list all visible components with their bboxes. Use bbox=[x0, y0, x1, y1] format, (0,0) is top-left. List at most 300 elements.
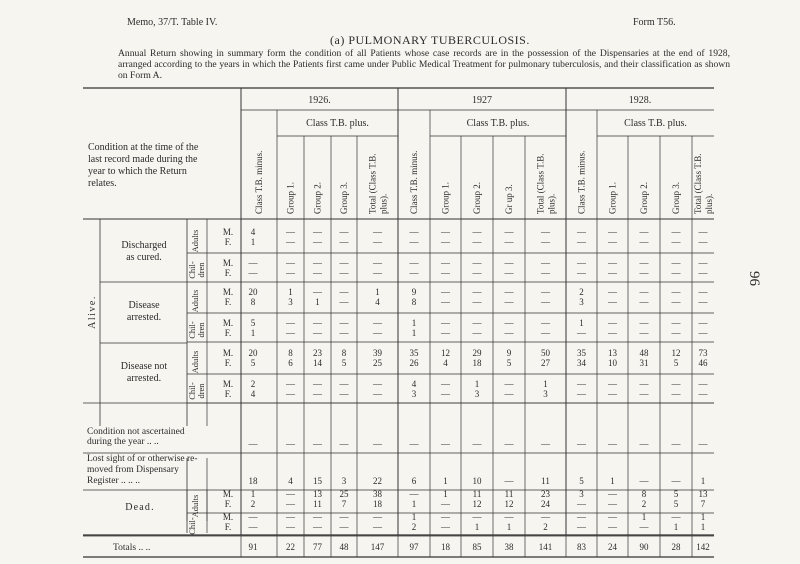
cell-value: 38 bbox=[373, 489, 382, 499]
cell-value: 31 bbox=[639, 358, 649, 368]
cell-value: — bbox=[313, 237, 322, 247]
cell-value: — bbox=[698, 258, 708, 268]
cell-value: 3 bbox=[543, 389, 548, 399]
cell-value: — bbox=[373, 268, 382, 278]
column-header-group: Group 3. bbox=[671, 182, 681, 214]
cell-value: — bbox=[541, 439, 550, 449]
cell-value: 83 bbox=[577, 542, 586, 552]
cell-value: — bbox=[504, 297, 514, 307]
year-heading: 1927 bbox=[472, 95, 492, 106]
cell-value: — bbox=[286, 328, 295, 338]
cell-value: 46 bbox=[698, 358, 708, 368]
cell-value: — bbox=[373, 237, 382, 247]
sex-label: M. bbox=[222, 258, 234, 268]
cell-value: — bbox=[441, 258, 450, 268]
cell-value: — bbox=[286, 318, 295, 328]
form-number: Form T56. bbox=[633, 17, 676, 28]
cell-value: 9 bbox=[506, 348, 512, 358]
cell-value: 1 bbox=[250, 489, 256, 499]
sex-label: M. bbox=[222, 512, 234, 522]
cell-value: 11 bbox=[541, 476, 550, 486]
cell-value: 4 bbox=[443, 358, 448, 368]
cell-value: — bbox=[373, 328, 382, 338]
section-label: Discharged bbox=[121, 240, 167, 251]
column-header-total-sub: plus). bbox=[704, 193, 714, 214]
cell-value: 1 bbox=[610, 476, 615, 486]
cell-value: — bbox=[698, 287, 708, 297]
cell-value: — bbox=[248, 522, 258, 532]
cell-value: 1 bbox=[315, 297, 320, 307]
cell-value: — bbox=[313, 389, 322, 399]
cell-value: 3 bbox=[579, 489, 584, 499]
cell-value: — bbox=[472, 258, 482, 268]
cell-value: 5 bbox=[341, 358, 347, 368]
cell-value: 147 bbox=[370, 542, 385, 552]
column-header-minus: Class T.B. minus. bbox=[254, 150, 264, 214]
cell-value: — bbox=[409, 489, 419, 499]
cell-value: 5 bbox=[673, 489, 679, 499]
cell-value: 5 bbox=[673, 499, 679, 509]
section-label: arrested. bbox=[126, 312, 162, 323]
cell-value: — bbox=[698, 379, 708, 389]
children-label: Chil- bbox=[187, 261, 197, 279]
cell-value: — bbox=[504, 512, 514, 522]
cell-value: — bbox=[504, 379, 514, 389]
cell-value: 1 bbox=[411, 328, 417, 338]
cell-value: 15 bbox=[313, 476, 322, 486]
cell-value: — bbox=[504, 328, 514, 338]
cell-value: 13 bbox=[313, 489, 322, 499]
cell-value: — bbox=[339, 237, 349, 247]
cell-value: — bbox=[248, 512, 258, 522]
cell-value: 8 bbox=[411, 297, 417, 307]
cell-value: — bbox=[313, 227, 322, 237]
sex-label: M. bbox=[222, 287, 234, 297]
cell-value: — bbox=[286, 512, 295, 522]
cell-value: — bbox=[286, 522, 295, 532]
cell-value: — bbox=[577, 227, 586, 237]
children-label: Chil- bbox=[187, 382, 197, 400]
cell-value: — bbox=[541, 328, 550, 338]
cell-value: — bbox=[504, 237, 514, 247]
class-plus-heading: Class T.B. plus. bbox=[466, 118, 530, 129]
column-header-group: Gr up 3. bbox=[504, 184, 514, 214]
cell-value: 18 bbox=[248, 476, 258, 486]
cell-value: 3 bbox=[411, 389, 417, 399]
cell-value: — bbox=[339, 439, 349, 449]
cell-value: — bbox=[339, 287, 349, 297]
cell-value: — bbox=[608, 318, 617, 328]
sex-label: F. bbox=[224, 499, 232, 509]
cell-value: 8 bbox=[641, 489, 647, 499]
cell-value: 8 bbox=[341, 348, 347, 358]
cell-value: 20 bbox=[248, 287, 258, 297]
cell-value: 1 bbox=[250, 237, 256, 247]
cell-value: — bbox=[608, 287, 617, 297]
section-label: Disease not bbox=[120, 361, 168, 372]
cell-value: 73 bbox=[698, 348, 708, 358]
cell-value: — bbox=[373, 439, 382, 449]
alive-label: Alive. bbox=[87, 295, 98, 329]
cell-value: 26 bbox=[409, 358, 419, 368]
cell-value: 85 bbox=[472, 542, 482, 552]
column-header-group: Group 1. bbox=[285, 182, 296, 214]
cell-value: 6 bbox=[288, 358, 293, 368]
cell-value: — bbox=[671, 379, 681, 389]
cell-value: 1 bbox=[700, 512, 706, 522]
cell-value: — bbox=[698, 328, 708, 338]
lost-sight-label: Lost sight of or otherwise re- bbox=[87, 454, 198, 464]
cell-value: 1 bbox=[443, 476, 448, 486]
cell-value: 8 bbox=[288, 348, 293, 358]
cell-value: — bbox=[639, 476, 649, 486]
cell-value: — bbox=[313, 439, 322, 449]
totals-label: Totals .. .. bbox=[113, 543, 151, 553]
cell-value: 11 bbox=[504, 489, 514, 499]
adults-label: Adults bbox=[190, 494, 200, 518]
cell-value: — bbox=[472, 227, 482, 237]
cell-value: — bbox=[671, 318, 681, 328]
column-header-group: Group 3. bbox=[339, 182, 349, 214]
cell-value: — bbox=[577, 258, 586, 268]
sex-label: M. bbox=[222, 318, 234, 328]
cell-value: — bbox=[577, 439, 586, 449]
cell-value: — bbox=[639, 439, 649, 449]
condition-header-line: year to which the Return bbox=[88, 166, 187, 177]
cell-value: 24 bbox=[608, 542, 617, 552]
sex-label: F. bbox=[224, 268, 232, 278]
cell-value: 1 bbox=[411, 512, 417, 522]
cell-value: 1 bbox=[411, 318, 417, 328]
cell-value: 5 bbox=[579, 476, 584, 486]
sex-label: F. bbox=[224, 358, 232, 368]
cell-value: 5 bbox=[673, 358, 679, 368]
cell-value: — bbox=[541, 297, 550, 307]
cell-value: — bbox=[313, 512, 322, 522]
cell-value: — bbox=[541, 287, 550, 297]
sex-label: M. bbox=[222, 489, 234, 499]
cell-value: — bbox=[671, 287, 681, 297]
cell-value: — bbox=[671, 389, 681, 399]
not-ascertained-label: Condition not ascertained bbox=[87, 427, 185, 437]
cell-value: — bbox=[541, 512, 550, 522]
cell-value: — bbox=[698, 439, 708, 449]
cell-value: 29 bbox=[472, 348, 482, 358]
cell-value: 1 bbox=[506, 522, 512, 532]
cell-value: — bbox=[409, 227, 419, 237]
cell-value: 4 bbox=[250, 227, 256, 237]
cell-value: 5 bbox=[250, 358, 256, 368]
cell-value: — bbox=[608, 379, 617, 389]
adults-label: Adults bbox=[190, 289, 200, 313]
column-header-total-sub: plus). bbox=[378, 193, 389, 214]
page-number: 96 bbox=[746, 271, 762, 286]
cell-value: — bbox=[698, 389, 708, 399]
column-header-minus: Class T.B. minus. bbox=[576, 150, 587, 214]
cell-value: 10 bbox=[608, 358, 617, 368]
year-heading: 1928. bbox=[628, 95, 652, 106]
cell-value: — bbox=[608, 268, 617, 278]
cell-value: — bbox=[608, 258, 617, 268]
cell-value: — bbox=[441, 522, 450, 532]
cell-value: 2 bbox=[250, 379, 256, 389]
cell-value: 1 bbox=[250, 328, 256, 338]
sex-label: M. bbox=[222, 227, 234, 237]
cell-value: 20 bbox=[248, 348, 258, 358]
cell-value: — bbox=[339, 512, 349, 522]
year-heading: 1926. bbox=[308, 95, 331, 106]
section-label: as cured. bbox=[126, 252, 162, 263]
cell-value: 1 bbox=[375, 287, 380, 297]
cell-value: — bbox=[313, 379, 322, 389]
column-header-group: Group 2. bbox=[312, 182, 323, 214]
cell-value: — bbox=[577, 328, 586, 338]
cell-value: 50 bbox=[541, 348, 550, 358]
cell-value: 12 bbox=[504, 499, 514, 509]
table-title: (a) PULMONARY TUBERCULOSIS. bbox=[330, 33, 530, 47]
cell-value: — bbox=[339, 328, 349, 338]
children-label: dren bbox=[196, 383, 206, 399]
cell-value: — bbox=[671, 227, 681, 237]
column-header-group: Group 2. bbox=[639, 182, 649, 214]
cell-value: 14 bbox=[313, 358, 322, 368]
cell-value: 10 bbox=[472, 476, 482, 486]
cell-value: 5 bbox=[250, 318, 256, 328]
lost-sight-label: moved from Dispensary bbox=[87, 465, 179, 475]
section-label: Disease bbox=[128, 300, 160, 311]
cell-value: 3 bbox=[579, 297, 584, 307]
sex-label: F. bbox=[224, 389, 232, 399]
cell-value: — bbox=[608, 389, 617, 399]
cell-value: — bbox=[441, 268, 450, 278]
cell-value: — bbox=[541, 258, 550, 268]
cell-value: — bbox=[504, 318, 514, 328]
cell-value: — bbox=[339, 268, 349, 278]
cell-value: — bbox=[409, 439, 419, 449]
sex-label: F. bbox=[224, 297, 232, 307]
cell-value: — bbox=[577, 522, 586, 532]
children-label: dren bbox=[196, 262, 206, 278]
cell-value: — bbox=[671, 268, 681, 278]
cell-value: 1 bbox=[579, 318, 584, 328]
cell-value: — bbox=[608, 227, 617, 237]
cell-value: 38 bbox=[504, 542, 514, 552]
column-header-group: Group 1. bbox=[607, 182, 618, 214]
cell-value: — bbox=[698, 227, 708, 237]
cell-value: — bbox=[441, 287, 450, 297]
cell-value: 12 bbox=[671, 348, 681, 358]
cell-value: — bbox=[472, 287, 482, 297]
cell-value: 25 bbox=[339, 489, 349, 499]
cell-value: — bbox=[504, 439, 514, 449]
cell-value: 28 bbox=[671, 542, 681, 552]
cell-value: — bbox=[472, 439, 482, 449]
adults-label: Adults bbox=[190, 350, 200, 374]
cell-value: 1 bbox=[443, 489, 448, 499]
cell-value: — bbox=[441, 512, 450, 522]
cell-value: — bbox=[286, 268, 295, 278]
cell-value: 35 bbox=[409, 348, 419, 358]
cell-value: — bbox=[339, 389, 349, 399]
cell-value: 1 bbox=[411, 499, 417, 509]
cell-value: — bbox=[577, 268, 586, 278]
cell-value: — bbox=[373, 379, 382, 389]
cell-value: 34 bbox=[577, 358, 586, 368]
cell-value: — bbox=[698, 268, 708, 278]
cell-value: — bbox=[639, 237, 649, 247]
column-header-total: Total (Class T.B. bbox=[367, 153, 378, 214]
cell-value: 11 bbox=[472, 489, 482, 499]
cell-value: — bbox=[504, 258, 514, 268]
cell-value: 77 bbox=[313, 542, 322, 552]
cell-value: — bbox=[639, 389, 649, 399]
cell-value: — bbox=[286, 379, 295, 389]
cell-value: 6 bbox=[411, 476, 417, 486]
children-label: Chil- bbox=[187, 321, 197, 339]
cell-value: — bbox=[313, 268, 322, 278]
cell-value: — bbox=[541, 227, 550, 237]
cell-value: 4 bbox=[375, 297, 380, 307]
cell-value: — bbox=[671, 258, 681, 268]
sex-label: F. bbox=[224, 328, 232, 338]
cell-value: — bbox=[373, 389, 382, 399]
cell-value: — bbox=[339, 227, 349, 237]
cell-value: — bbox=[504, 268, 514, 278]
cell-value: 9 bbox=[411, 287, 417, 297]
cell-value: — bbox=[608, 512, 617, 522]
cell-value: 90 bbox=[639, 542, 649, 552]
column-header-total-sub: plus). bbox=[546, 193, 557, 214]
cell-value: — bbox=[504, 476, 514, 486]
cell-value: — bbox=[639, 379, 649, 389]
cell-value: — bbox=[313, 318, 322, 328]
cell-value: — bbox=[639, 287, 649, 297]
cell-value: — bbox=[373, 512, 382, 522]
cell-value: — bbox=[577, 379, 586, 389]
cell-value: — bbox=[313, 287, 322, 297]
cell-value: — bbox=[373, 522, 382, 532]
cell-value: — bbox=[608, 489, 617, 499]
cell-value: 25 bbox=[373, 358, 382, 368]
cell-value: — bbox=[639, 522, 649, 532]
cell-value: — bbox=[608, 522, 617, 532]
cell-value: 1 bbox=[474, 379, 480, 389]
cell-value: — bbox=[441, 379, 450, 389]
column-header-total: Total (Class T.B. bbox=[693, 153, 703, 214]
column-header-total: Total (Class T.B. bbox=[535, 153, 546, 214]
cell-value: — bbox=[472, 268, 482, 278]
cell-value: 1 bbox=[700, 476, 706, 486]
cell-value: — bbox=[608, 439, 617, 449]
cell-value: 18 bbox=[373, 499, 382, 509]
cell-value: — bbox=[671, 439, 681, 449]
cell-value: — bbox=[248, 268, 258, 278]
cell-value: 12 bbox=[441, 348, 450, 358]
column-header-group: Group 1. bbox=[440, 182, 451, 214]
cell-value: 48 bbox=[639, 348, 649, 358]
class-plus-heading: Class T.B. plus. bbox=[306, 118, 369, 129]
lost-sight-label: Register .. .. .. bbox=[87, 476, 141, 486]
cell-value: 8 bbox=[250, 297, 256, 307]
cell-value: 91 bbox=[248, 542, 258, 552]
adults-label: Adults bbox=[190, 229, 200, 253]
cell-value: 22 bbox=[373, 476, 382, 486]
cell-value: — bbox=[608, 297, 617, 307]
cell-value: 35 bbox=[577, 348, 586, 358]
cell-value: — bbox=[286, 237, 295, 247]
cell-value: — bbox=[671, 512, 681, 522]
cell-value: 27 bbox=[541, 358, 550, 368]
intro-paragraph: Annual Return showing in summary form the condition of all Patients whose case records are in the possession of the Dispensaries at the end of 1928, arranged according to the years in which the Patients first came under Public Medical Treatment for pulmonary tuberculosis, and their classification as shown on Form A. bbox=[118, 48, 730, 81]
cell-value: — bbox=[504, 287, 514, 297]
cell-value: — bbox=[409, 237, 419, 247]
cell-value: 97 bbox=[409, 542, 419, 552]
cell-value: 1 bbox=[641, 512, 647, 522]
cell-value: — bbox=[541, 318, 550, 328]
cell-value: 3 bbox=[288, 297, 293, 307]
cell-value: — bbox=[313, 522, 322, 532]
condition-header-line: relates. bbox=[88, 178, 117, 189]
cell-value: — bbox=[472, 237, 482, 247]
cell-value: — bbox=[339, 522, 349, 532]
cell-value: — bbox=[313, 258, 322, 268]
cell-value: — bbox=[639, 297, 649, 307]
cell-value: — bbox=[504, 227, 514, 237]
cell-value: — bbox=[373, 258, 382, 268]
cell-value: 2 bbox=[641, 499, 647, 509]
cell-value: 18 bbox=[472, 358, 482, 368]
cell-value: 24 bbox=[541, 499, 550, 509]
cell-value: 23 bbox=[313, 348, 322, 358]
cell-value: — bbox=[441, 318, 450, 328]
cell-value: 1 bbox=[474, 522, 480, 532]
cell-value: 2 bbox=[579, 287, 584, 297]
cell-value: — bbox=[286, 499, 295, 509]
cell-value: — bbox=[671, 328, 681, 338]
cell-value: — bbox=[248, 258, 258, 268]
not-ascertained-label: during the year .. .. bbox=[87, 437, 159, 447]
class-plus-heading: Class T.B. plus. bbox=[624, 118, 687, 129]
column-header-group: Group 2. bbox=[472, 182, 482, 214]
cell-value: — bbox=[286, 227, 295, 237]
cell-value: 23 bbox=[541, 489, 550, 499]
cell-value: 141 bbox=[538, 542, 553, 552]
cell-value: — bbox=[248, 439, 258, 449]
cell-value: — bbox=[441, 227, 450, 237]
cell-value: — bbox=[541, 237, 550, 247]
cell-value: 13 bbox=[698, 489, 708, 499]
cell-value: — bbox=[409, 268, 419, 278]
cell-value: — bbox=[671, 237, 681, 247]
cell-value: — bbox=[639, 318, 649, 328]
sex-label: M. bbox=[222, 379, 234, 389]
cell-value: — bbox=[441, 439, 450, 449]
cell-value: 18 bbox=[441, 542, 450, 552]
cell-value: 1 bbox=[288, 287, 293, 297]
cell-value: 7 bbox=[700, 499, 706, 509]
cell-value: 142 bbox=[696, 542, 710, 552]
cell-value: 39 bbox=[373, 348, 382, 358]
cell-value: 3 bbox=[341, 476, 347, 486]
cell-value: 2 bbox=[250, 499, 256, 509]
cell-value: — bbox=[698, 297, 708, 307]
cell-value: 4 bbox=[250, 389, 256, 399]
cell-value: 1 bbox=[543, 379, 548, 389]
cell-value: — bbox=[373, 227, 382, 237]
dead-label: Dead. bbox=[125, 502, 155, 513]
cell-value: — bbox=[286, 489, 295, 499]
cell-value: 2 bbox=[411, 522, 417, 532]
